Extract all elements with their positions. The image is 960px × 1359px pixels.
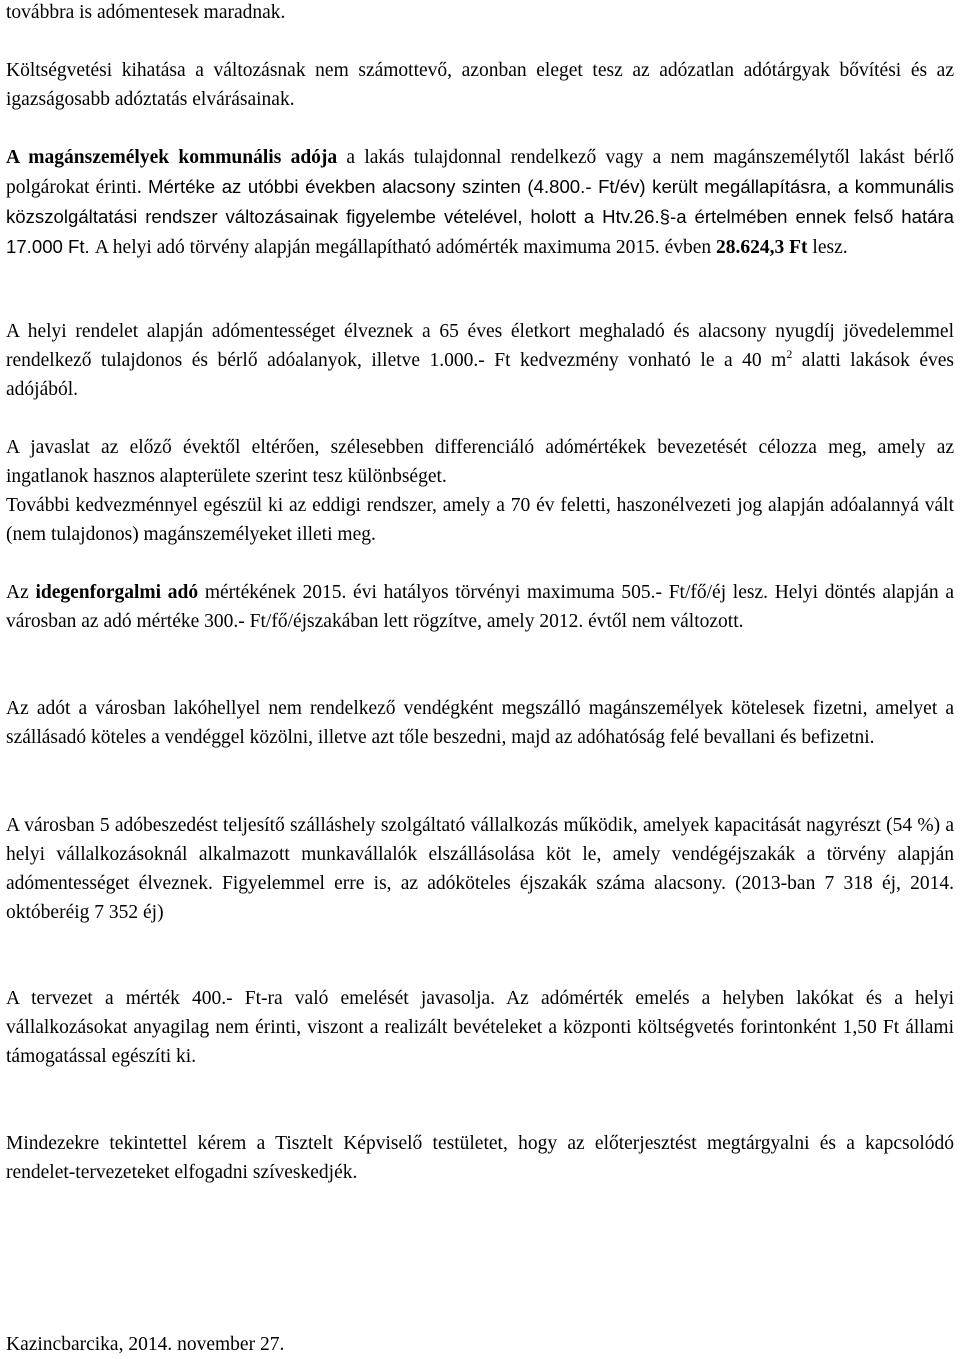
communal-tax-text-3: lesz. xyxy=(807,237,848,258)
local-exemption-text-1: A helyi rendelet alapján adómentességet élveznek a 65 éves életkort meghaladó és alacsony nyugdíj jövedelemmel rendelkező tulajdonos és bérlő adóalanyok, illetve 1.000.- Ft kedvezmény vonható le a 40 m xyxy=(6,321,954,371)
paragraph-local-exemption xyxy=(6,317,954,404)
communal-tax-text-2: A helyi adó törvény alapján megállapítható adómérték maximuma 2015. évben xyxy=(94,237,717,258)
tourism-tax-heading: idegenforgalmi adó xyxy=(35,582,199,603)
tourism-tax-text-2: mértékének 2015. évi hatályos törvényi maximuma 505.- Ft/fő/éj lesz. Helyi döntés alapján a városban az adó mértéke 300.- Ft/fő/éjszakában lett rögzítve, amely 2012. évtől nem változott. xyxy=(6,582,954,632)
square-meter-superscript: 2 xyxy=(786,347,793,361)
paragraph-proposal: A javaslat az előző évektől eltérően, szélesebben differenciáló adómértékek bevezetését célozza meg, amely az ingatlanok hasznos alapterülete szerint tesz különbséget. xyxy=(6,437,954,487)
tourism-tax-text-1: Az xyxy=(6,582,36,603)
paragraph-communal-tax xyxy=(6,143,954,262)
document-date: Kazincbarcika, 2014. november 27. xyxy=(6,1334,285,1355)
paragraph-exemptions-continued: továbbra is adómentesek maradnak. xyxy=(6,2,286,23)
paragraph-budget-impact: Költségvetési kihatása a változásnak nem számottevő, azonban eleget tesz az adózatlan adótárgyak bővítési és az igazságosabb adóztatás elvárásainak. xyxy=(6,60,954,110)
paragraph-tax-payers: Az adót a városban lakóhellyel nem rendelkező vendégként megszálló magánszemélyek kötelesek fizetni, amelyet a szállásadó köteles a vendéggel közölni, illetve azt tőle beszedni, majd az adóhatóság felé bevallani és befizetni. xyxy=(6,698,954,748)
communal-tax-text-1: a lakás tulajdonnal rendelkező vagy a nem magánszemélytől lakást bérlő polgárokat érinti. xyxy=(6,147,954,198)
local-exemption-text-2: alatti lakások éves adójából. xyxy=(6,350,954,400)
paragraph-request: Mindezekre tekintettel kérem a Tisztelt Képviselő testületet, hogy az előterjesztést megtárgyalni és a kapcsolódó rendelet-tervezeteket elfogadni szíveskedjék. xyxy=(6,1133,954,1183)
paragraph-additional-discount: További kedvezménnyel egészül ki az eddigi rendszer, amely a 70 év feletti, haszonélvezeti jog alapján adóalannyá vált (nem tulajdonos) magánszemélyeket illeti meg. xyxy=(6,495,954,545)
paragraph-tourism-tax xyxy=(6,578,954,636)
communal-tax-rate-text: Mértéke az utóbbi években alacsony szinten (4.800.- Ft/év) került megállapításra, a kommunális közszolgáltatási rendszer változásainak figyelembe vételével, holott a Htv.26.§-a értelmében ennek felső határa 17.000 Ft. xyxy=(6,176,954,257)
paragraph-plan: A tervezet a mérték 400.- Ft-ra való emelését javasolja. Az adómérték emelés a helyben lakókat és a helyi vállalkozásokat anyagilag nem érinti, viszont a realizált bevételeket a központi költségvetés forintonként 1,50 Ft állami támogatással egészíti ki. xyxy=(6,988,954,1067)
communal-tax-max-amount: 28.624,3 Ft xyxy=(716,237,808,258)
communal-tax-heading: A magánszemélyek kommunális adója xyxy=(6,147,338,168)
paragraph-accommodation: A városban 5 adóbeszedést teljesítő szálláshely szolgáltató vállalkozás működik, amelyek kapacitását nagyrészt (54 %) a helyi vállalkozásoknál alkalmazott munkavállalók elszállásolása köt le, amely vendégéjszakák a törvény alapján adómentességet élveznek. Figyelemmel erre is, az adóköteles éjszakák száma alacsony. (2013-ban 7 318 éj, 2014. októberéig 7 352 éj) xyxy=(6,815,954,923)
